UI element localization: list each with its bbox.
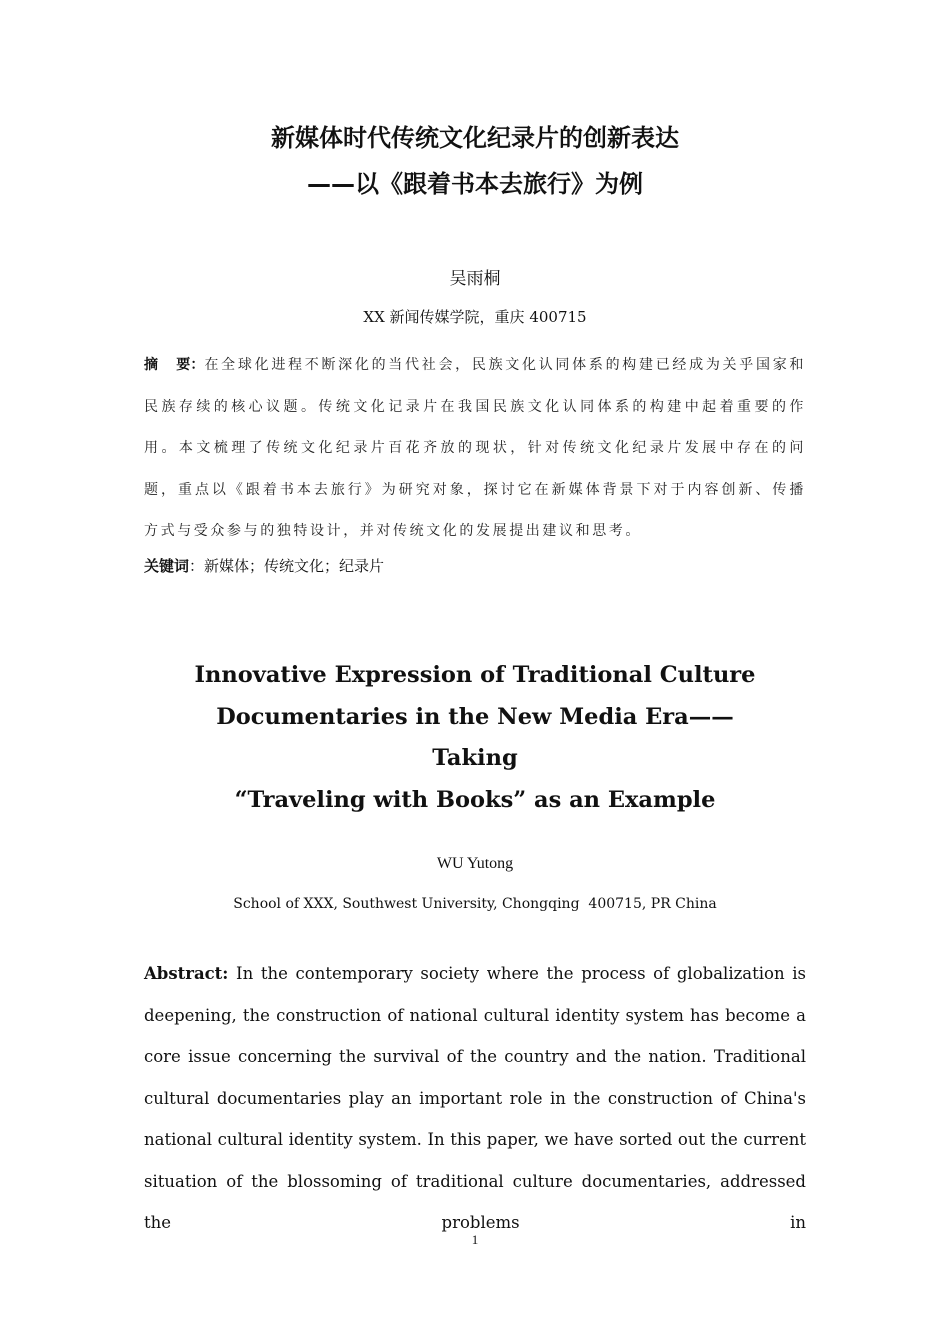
english-title-line-3: “Traveling with Books” as an Example: [234, 786, 716, 813]
page-number: 1: [471, 1232, 479, 1247]
chinese-author: 吴雨桐: [449, 269, 501, 289]
chinese-title-line-1: 新媒体时代传统文化纪录片的创新表达: [271, 124, 679, 152]
chinese-keywords-label: 关键词: [144, 557, 190, 575]
chinese-abstract-text: 在全球化进程不断深化的当代社会，民族文化认同体系的构建已经成为关乎国家和民族存续的核心议题。传统文化记录片在我国民族文化认同体系的构建中起着重要的作用。本文梳理了传统文化纪录片百花齐放的现状，针对传统文化纪录片发展中存在的问题，重点以《跟着书本去旅行》为研究对象，探讨它在新媒体背景下对于内容创新、传播方式与受众参与的独特设计，并对传统文化的发展提出建议和思考。: [144, 357, 807, 539]
english-abstract-label: Abstract:: [144, 964, 229, 983]
english-abstract-text: In the contemporary society where the process of globalization is deepening, the construction of national cultural identity system has become a core issue concerning the survival of the country and the nation. Traditional cultural documentaries play an important role in the construction of China's national cultural identity system. In this paper, we have sorted out the current situation of the blossoming of traditional culture documentaries, addressed the problems in: [144, 964, 806, 1232]
chinese-abstract: [144, 345, 806, 553]
chinese-abstract-label-a: 摘: [144, 357, 159, 373]
english-title: [175, 655, 775, 821]
english-title-line-1: Innovative Expression of Traditional Culture: [194, 662, 756, 688]
chinese-abstract-label-b: 要：: [176, 357, 205, 373]
english-author: WU Yutong: [436, 855, 514, 872]
chinese-keywords: [144, 555, 806, 576]
chinese-keywords-text: ：新媒体；传统文化；纪录片: [189, 557, 385, 575]
chinese-title-line-2: ——以《跟着书本去旅行》为例: [307, 170, 643, 198]
english-affiliation: School of XXX, Southwest University, Chongqing 400715, PR China: [233, 896, 717, 912]
english-abstract: [144, 953, 806, 1232]
chinese-affiliation: XX 新闻传媒学院，重庆 400715: [363, 308, 587, 326]
english-title-line-2: Documentaries in the New Media Era——Taking: [216, 703, 734, 771]
chinese-abstract-label: [144, 357, 204, 373]
